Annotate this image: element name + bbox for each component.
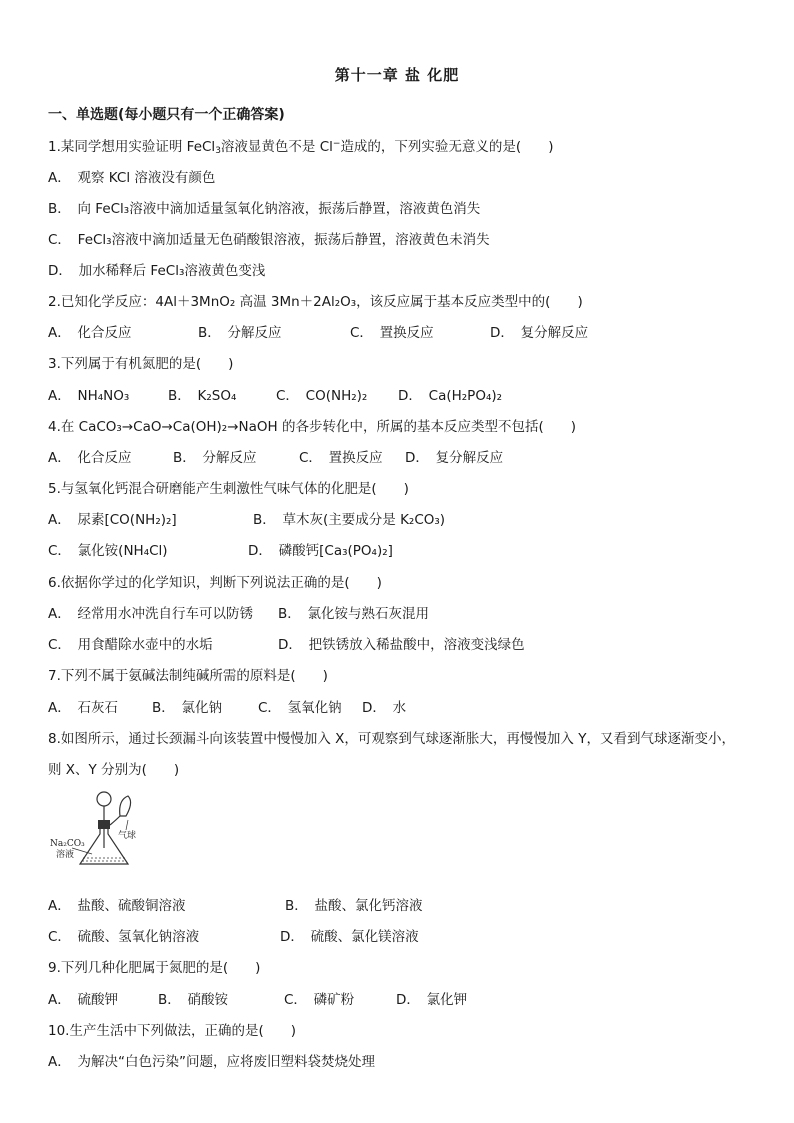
question-8-stem-cont: 则 X、Y 分别为( ) [48, 762, 180, 778]
question-5-options-ab [48, 510, 445, 530]
question-8-stem: 8.如图所示，通过长颈漏斗向该装置中慢慢加入 X，可观察到气球逐渐胀大，再慢慢加入 Y，又看到气球逐渐变小， [48, 731, 735, 747]
q4-option-d[interactable]: D． 复分解反应 [405, 450, 504, 466]
q7-option-a[interactable]: A． 石灰石 [48, 700, 118, 716]
q8-option-b[interactable]: B． 盐酸、氯化钙溶液 [285, 898, 423, 914]
q6-option-c[interactable]: C． 用食醋除水壶中的水垢 [48, 637, 213, 653]
question-9-stem: 9.下列几种化肥属于氮肥的是( ) [48, 960, 261, 976]
question-7-stem: 7.下列不属于氨碱法制纯碱所需的原料是( ) [48, 668, 328, 684]
question-3-stem: 3.下列属于有机氮肥的是( ) [48, 356, 234, 372]
question-5-stem: 5.与氢氧化钙混合研磨能产生刺激性气味气体的化肥是( ) [48, 481, 409, 497]
q6-option-a[interactable]: A． 经常用水冲洗自行车可以防锈 [48, 606, 253, 622]
q6-option-b[interactable]: B． 氯化铵与熟石灰混用 [278, 606, 430, 622]
q8-option-a[interactable]: A． 盐酸、硫酸铜溶液 [48, 898, 186, 914]
section-heading: 一、单选题(每小题只有一个正确答案) [48, 107, 285, 123]
q3-option-b[interactable]: B． K₂SO₄ [168, 388, 237, 404]
question-4-options [48, 448, 503, 468]
q1-option-c[interactable]: C． FeCl₃溶液中滴加适量无色硝酸银溶液，振荡后静置，溶液黄色未消失 [48, 232, 490, 248]
question-4-stem: 4.在 CaCO₃→CaO→Ca(OH)₂→NaOH 的各步转化中，所属的基本反应类型不包括( ) [48, 419, 576, 435]
question-6-stem: 6.依据你学过的化学知识，判断下列说法正确的是( ) [48, 575, 382, 591]
question-8-options-ab [48, 896, 423, 916]
q9-option-a[interactable]: A． 硫酸钾 [48, 992, 118, 1008]
question-6-options-cd [48, 635, 525, 655]
q4-option-a[interactable]: A． 化合反应 [48, 450, 132, 466]
question-1-stem: 1.某同学想用实验证明 FeCl$_3$溶液显黄色不是 Cl−造成的，下列实验无意义的是( ) [48, 139, 554, 156]
q2-option-b[interactable]: B． 分解反应 [198, 325, 282, 341]
q1-option-a[interactable]: A． 观察 KCl 溶液没有颜色 [48, 170, 216, 186]
question-2-stem: 2.已知化学反应：4Al＋3MnO₂ 高温 3Mn＋2Al₂O₃，该反应属于基本反应类型中的( ) [48, 294, 583, 310]
flask-balloon-apparatus-figure [48, 790, 148, 870]
q9-option-b[interactable]: B． 硝酸铵 [158, 992, 229, 1008]
q8-option-c[interactable]: C． 硫酸、氢氧化钠溶液 [48, 929, 200, 945]
question-5-options-cd [48, 541, 393, 561]
question-10-stem: 10.生产生活中下列做法，正确的是( ) [48, 1023, 297, 1039]
q5-option-c[interactable]: C． 氯化铵(NH₄Cl) [48, 543, 168, 559]
q7-option-b[interactable]: B． 氯化钠 [152, 700, 223, 716]
question-2-options [48, 323, 588, 343]
q2-option-d[interactable]: D． 复分解反应 [490, 325, 589, 341]
q4-option-b[interactable]: B． 分解反应 [173, 450, 257, 466]
q3-option-d[interactable]: D． Ca(H₂PO₄)₂ [398, 388, 503, 404]
chapter-title: 第十一章 盐 化肥 [334, 66, 460, 84]
q1-option-d[interactable]: D． 加水稀释后 FeCl₃溶液黄色变浅 [48, 263, 266, 279]
q9-option-d[interactable]: D． 氯化钾 [396, 992, 468, 1008]
question-6-options-ab [48, 604, 429, 624]
question-9-options [48, 990, 467, 1010]
q8-option-d[interactable]: D． 硫酸、氯化镁溶液 [280, 929, 419, 945]
q3-option-c[interactable]: C． CO(NH₂)₂ [276, 388, 368, 404]
q4-option-c[interactable]: C． 置换反应 [299, 450, 383, 466]
q2-option-c[interactable]: C． 置换反应 [350, 325, 434, 341]
question-3-options [48, 386, 502, 406]
question-8-options-cd [48, 927, 419, 947]
q7-option-c[interactable]: C． 氢氧化钠 [258, 700, 342, 716]
q6-option-d[interactable]: D． 把铁锈放入稀盐酸中，溶液变浅绿色 [278, 637, 525, 653]
q2-option-a[interactable]: A． 化合反应 [48, 325, 132, 341]
q7-option-d[interactable]: D． 水 [362, 700, 407, 716]
q10-option-a[interactable]: A． 为解决“白色污染”问题，应将废旧塑料袋焚烧处理 [48, 1054, 375, 1070]
q3-option-a[interactable]: A． NH₄NO₃ [48, 388, 130, 404]
figure-label-balloon: 气球 [118, 831, 137, 841]
q5-option-d[interactable]: D． 磷酸钙[Ca₃(PO₄)₂] [248, 543, 393, 559]
question-7-options [48, 698, 406, 718]
q5-option-a[interactable]: A． 尿素[CO(NH₂)₂] [48, 512, 177, 528]
q5-option-b[interactable]: B． 草木灰(主要成分是 K₂CO₃) [253, 512, 446, 528]
q9-option-c[interactable]: C． 磷矿粉 [284, 992, 355, 1008]
figure-label-solution: Na₂CO₃ [50, 839, 85, 849]
figure-label-solution-2: 溶液 [56, 850, 75, 860]
q1-option-b[interactable]: B． 向 FeCl₃溶液中滴加适量氢氧化钠溶液，振荡后静置，溶液黄色消失 [48, 201, 481, 217]
